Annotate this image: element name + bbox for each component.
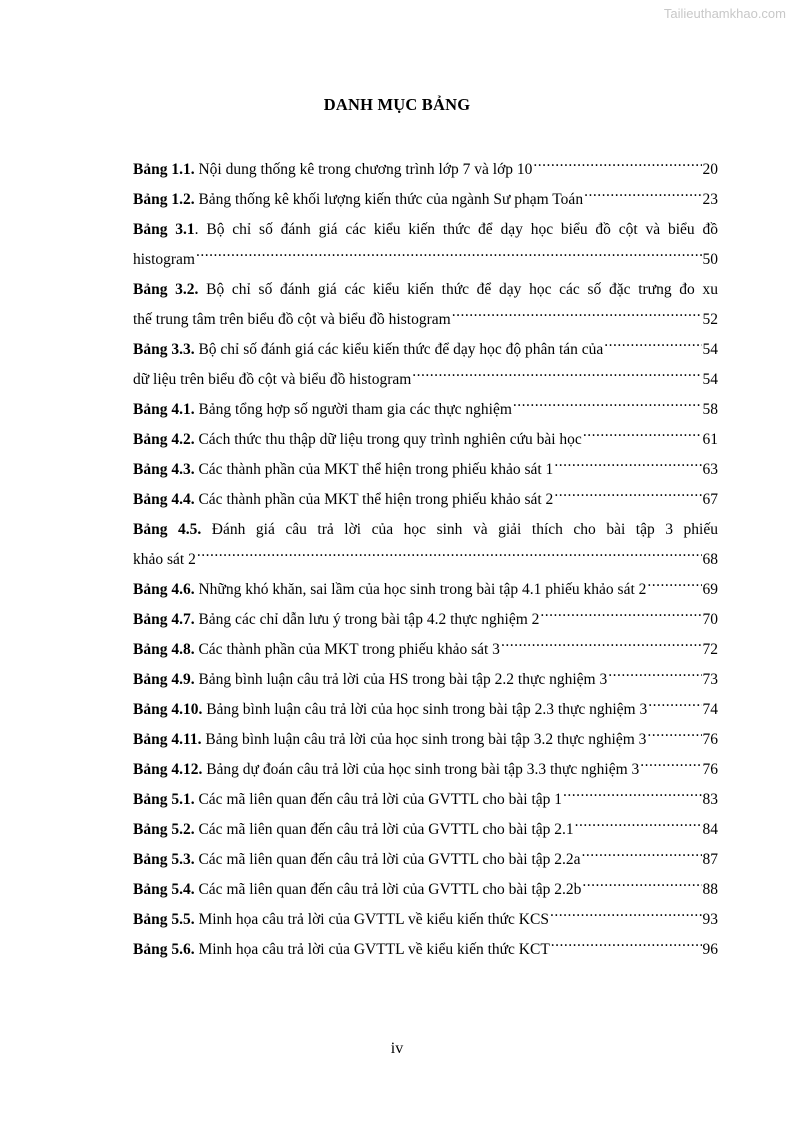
toc-entry-title: Các mã liên quan đến câu trả lời của GVTTL cho bài tập 2.1	[194, 821, 574, 838]
toc-entry[interactable]	[133, 575, 718, 605]
toc-entry[interactable]	[133, 155, 718, 185]
toc-entry-page: 88	[702, 881, 718, 898]
toc-entry-title: Bảng bình luận câu trả lời của HS trong bài tập 2.2 thực nghiệm 3	[194, 671, 608, 688]
toc-entry-title: Các thành phần của MKT thể hiện trong phiếu khảo sát 2	[194, 491, 554, 508]
toc-entry-text	[133, 935, 550, 965]
toc-entry[interactable]	[133, 845, 718, 875]
toc-entry-page: 69	[702, 581, 718, 598]
toc-entry[interactable]	[133, 755, 718, 785]
dot-leader	[575, 819, 702, 835]
toc-entry-text	[133, 845, 581, 875]
toc-entry-label: Bảng 5.4.	[133, 881, 195, 898]
toc-entry-page: 58	[702, 401, 718, 418]
toc-entry-text	[133, 815, 574, 845]
toc-entry-title: khảo sát 2	[133, 551, 196, 568]
toc-entry-first-line[interactable]	[133, 515, 718, 545]
toc-entry-page: 54	[702, 371, 718, 388]
toc-entry-first-line[interactable]	[133, 215, 718, 245]
toc-entry-text	[133, 305, 451, 335]
toc-entry-text	[133, 485, 553, 515]
toc-entry-label: Bảng 4.3.	[133, 461, 195, 478]
dot-leader	[533, 159, 701, 175]
toc-entry-label: Bảng 5.6.	[133, 941, 195, 958]
dot-leader	[196, 249, 702, 265]
toc-entry[interactable]	[133, 305, 718, 335]
toc-entry-label: Bảng 4.9.	[133, 671, 195, 688]
dot-leader	[583, 429, 702, 445]
toc-entry-text	[133, 785, 562, 815]
toc-entry-text	[133, 665, 607, 695]
toc-entry-page: 61	[702, 431, 718, 448]
toc-entry-text	[133, 245, 195, 275]
dot-leader	[584, 189, 701, 205]
toc-entry-title: Các mã liên quan đến câu trả lời của GVTTL cho bài tập 1	[194, 791, 563, 808]
toc-entry-text	[133, 395, 512, 425]
toc-entry[interactable]	[133, 185, 718, 215]
toc-entry[interactable]	[133, 425, 718, 455]
toc-entry[interactable]	[133, 905, 718, 935]
toc-entry-page: 70	[702, 611, 718, 628]
toc-entry-text	[133, 365, 411, 395]
toc-entry-page: 74	[702, 701, 718, 718]
toc-entry-title: Cách thức thu thập dữ liệu trong quy trình nghiên cứu bài học	[194, 431, 582, 448]
toc-entry-title: Các mã liên quan đến câu trả lời của GVTTL cho bài tập 2.2a	[194, 851, 581, 868]
dot-leader	[604, 339, 701, 355]
dot-leader	[550, 909, 702, 925]
toc-entry-page: 96	[702, 941, 718, 958]
dot-leader	[648, 699, 701, 715]
dot-leader	[501, 639, 702, 655]
dot-leader	[554, 459, 701, 475]
toc-entry-title: Bảng dự đoán câu trả lời của học sinh trong bài tập 3.3 thực nghiệm 3	[202, 761, 640, 778]
toc-entry-text	[133, 545, 196, 575]
toc-entry-label: Bảng 3.3.	[133, 341, 195, 358]
toc-entry-label: Bảng 1.2.	[133, 191, 195, 208]
toc-entry[interactable]	[133, 605, 718, 635]
dot-leader	[582, 879, 701, 895]
toc-entry-title: Bảng bình luận câu trả lời của học sinh trong bài tập 2.3 thực nghiệm 3	[202, 701, 648, 718]
toc-entry-text	[133, 695, 647, 725]
dot-leader	[554, 489, 701, 505]
toc-entry-text: . Bộ chỉ số đánh giá các kiểu kiến thức để dạy học biểu đồ cột và biểu đồ	[194, 221, 718, 238]
toc-entry-title: Bảng thống kê khối lượng kiến thức của ngành Sư phạm Toán	[194, 191, 584, 208]
toc-entry-title: Minh họa câu trả lời của GVTTL về kiểu kiến thức KCS	[194, 911, 549, 928]
dot-leader	[513, 399, 702, 415]
toc-entry[interactable]	[133, 365, 718, 395]
toc-entry-page: 20	[702, 161, 718, 178]
toc-entry-first-line[interactable]	[133, 275, 718, 305]
toc-entry-label: Bảng 4.4.	[133, 491, 195, 508]
toc-entry-label: Bảng 3.1	[133, 221, 195, 238]
toc-entry-text	[133, 455, 553, 485]
toc-entry-page: 93	[702, 911, 718, 928]
toc-entry[interactable]	[133, 695, 718, 725]
toc-entry-text	[133, 755, 639, 785]
toc-entry-text	[133, 605, 539, 635]
toc-entry-title: Bảng bình luận câu trả lời của học sinh trong bài tập 3.2 thực nghiệm 3	[201, 731, 647, 748]
toc-entry-title: Nội dung thống kê trong chương trình lớp 7 và lớp 10	[194, 161, 533, 178]
toc-entry-label: Bảng 4.7.	[133, 611, 195, 628]
toc-entry-text	[133, 725, 646, 755]
toc-entry-text: Bộ chỉ số đánh giá các kiểu kiến thức để dạy học các số đặc trưng đo xu	[198, 281, 718, 298]
page-title: DANH MỤC BẢNG	[323, 95, 471, 114]
dot-leader	[540, 609, 701, 625]
table-list	[133, 155, 718, 965]
toc-entry[interactable]	[133, 485, 718, 515]
toc-entry-label: Bảng 4.5.	[133, 521, 202, 538]
toc-entry-title: Minh họa câu trả lời của GVTTL về kiểu kiến thức KCT	[194, 941, 550, 958]
toc-entry-page: 76	[702, 761, 718, 778]
toc-entry-title: histogram	[133, 251, 195, 268]
toc-entry-title: Các mã liên quan đến câu trả lời của GVTTL cho bài tập 2.2b	[194, 881, 582, 898]
dot-leader	[608, 669, 701, 685]
toc-entry-title: Các thành phần của MKT thể hiện trong phiếu khảo sát 1	[194, 461, 554, 478]
toc-entry[interactable]	[133, 665, 718, 695]
toc-entry-page: 54	[702, 341, 718, 358]
toc-entry-page: 72	[702, 641, 718, 658]
toc-entry[interactable]	[133, 935, 718, 965]
toc-entry[interactable]	[133, 395, 718, 425]
dot-leader	[647, 729, 701, 745]
dot-leader	[197, 549, 702, 565]
toc-entry-page: 73	[702, 671, 718, 688]
toc-entry-text	[133, 905, 549, 935]
toc-entry-text	[133, 155, 532, 185]
toc-entry-page: 83	[702, 791, 718, 808]
toc-entry-label: Bảng 4.11.	[133, 731, 202, 748]
toc-entry-text	[133, 575, 646, 605]
dot-leader	[582, 849, 702, 865]
toc-entry-text	[133, 425, 582, 455]
toc-entry-text	[133, 185, 583, 215]
toc-entry-label: Bảng 4.12.	[133, 761, 203, 778]
toc-entry[interactable]	[133, 245, 718, 275]
toc-entry-page: 67	[702, 491, 718, 508]
toc-entry-label: Bảng 4.8.	[133, 641, 195, 658]
toc-entry[interactable]	[133, 335, 718, 365]
toc-entry[interactable]	[133, 785, 718, 815]
toc-entry-page: 87	[702, 851, 718, 868]
dot-leader	[551, 939, 702, 955]
toc-entry-page: 52	[702, 311, 718, 328]
toc-entry-title: dữ liệu trên biểu đồ cột và biểu đồ histogram	[133, 371, 412, 388]
page-number: iv	[390, 1040, 404, 1057]
toc-entry-title: Những khó khăn, sai lầm của học sinh trong bài tập 4.1 phiếu khảo sát 2	[194, 581, 647, 598]
toc-entry[interactable]	[133, 815, 718, 845]
toc-entry[interactable]	[133, 545, 718, 575]
toc-entry-title: Bảng tổng hợp số người tham gia các thực nghiệm	[194, 401, 512, 418]
dot-leader	[647, 579, 701, 595]
toc-entry-page: 84	[702, 821, 718, 838]
toc-entry-label: Bảng 5.5.	[133, 911, 195, 928]
toc-entry-title: Các thành phần của MKT trong phiếu khảo sát 3	[194, 641, 500, 658]
toc-entry-page: 50	[702, 251, 718, 268]
toc-entry-text	[133, 875, 581, 905]
toc-entry-page: 76	[702, 731, 718, 748]
toc-entry-page: 23	[702, 191, 718, 208]
toc-entry-label: Bảng 4.1.	[133, 401, 195, 418]
dot-leader	[640, 759, 701, 775]
toc-entry-page: 63	[702, 461, 718, 478]
toc-entry[interactable]	[133, 635, 718, 665]
toc-entry-label: Bảng 4.6.	[133, 581, 195, 598]
toc-entry-label: Bảng 5.1.	[133, 791, 195, 808]
toc-entry-label: Bảng 5.2.	[133, 821, 195, 838]
toc-entry-title: thế trung tâm trên biểu đồ cột và biểu đồ histogram	[133, 311, 451, 328]
toc-entry-title: Bộ chỉ số đánh giá các kiểu kiến thức để dạy học độ phân tán của	[194, 341, 604, 358]
toc-entry-label: Bảng 4.2.	[133, 431, 195, 448]
toc-entry-label: Bảng 1.1.	[133, 161, 195, 178]
toc-entry-text	[133, 635, 500, 665]
toc-entry[interactable]	[133, 875, 718, 905]
watermark-text: Tailieuthamkhao.com	[663, 6, 786, 21]
dot-leader	[452, 309, 702, 325]
toc-entry-text	[133, 335, 603, 365]
toc-entry-page: 68	[702, 551, 718, 568]
toc-entry-label: Bảng 4.10.	[133, 701, 203, 718]
dot-leader	[412, 369, 701, 385]
dot-leader	[563, 789, 701, 805]
toc-entry-label: Bảng 5.3.	[133, 851, 195, 868]
toc-entry-title: Bảng các chỉ dẫn lưu ý trong bài tập 4.2 thực nghiệm 2	[194, 611, 540, 628]
toc-entry[interactable]	[133, 455, 718, 485]
toc-entry-label: Bảng 3.2.	[133, 281, 199, 298]
toc-entry-text: Đánh giá câu trả lời của học sinh và giải thích cho bài tập 3 phiếu	[201, 521, 718, 538]
toc-entry[interactable]	[133, 725, 718, 755]
